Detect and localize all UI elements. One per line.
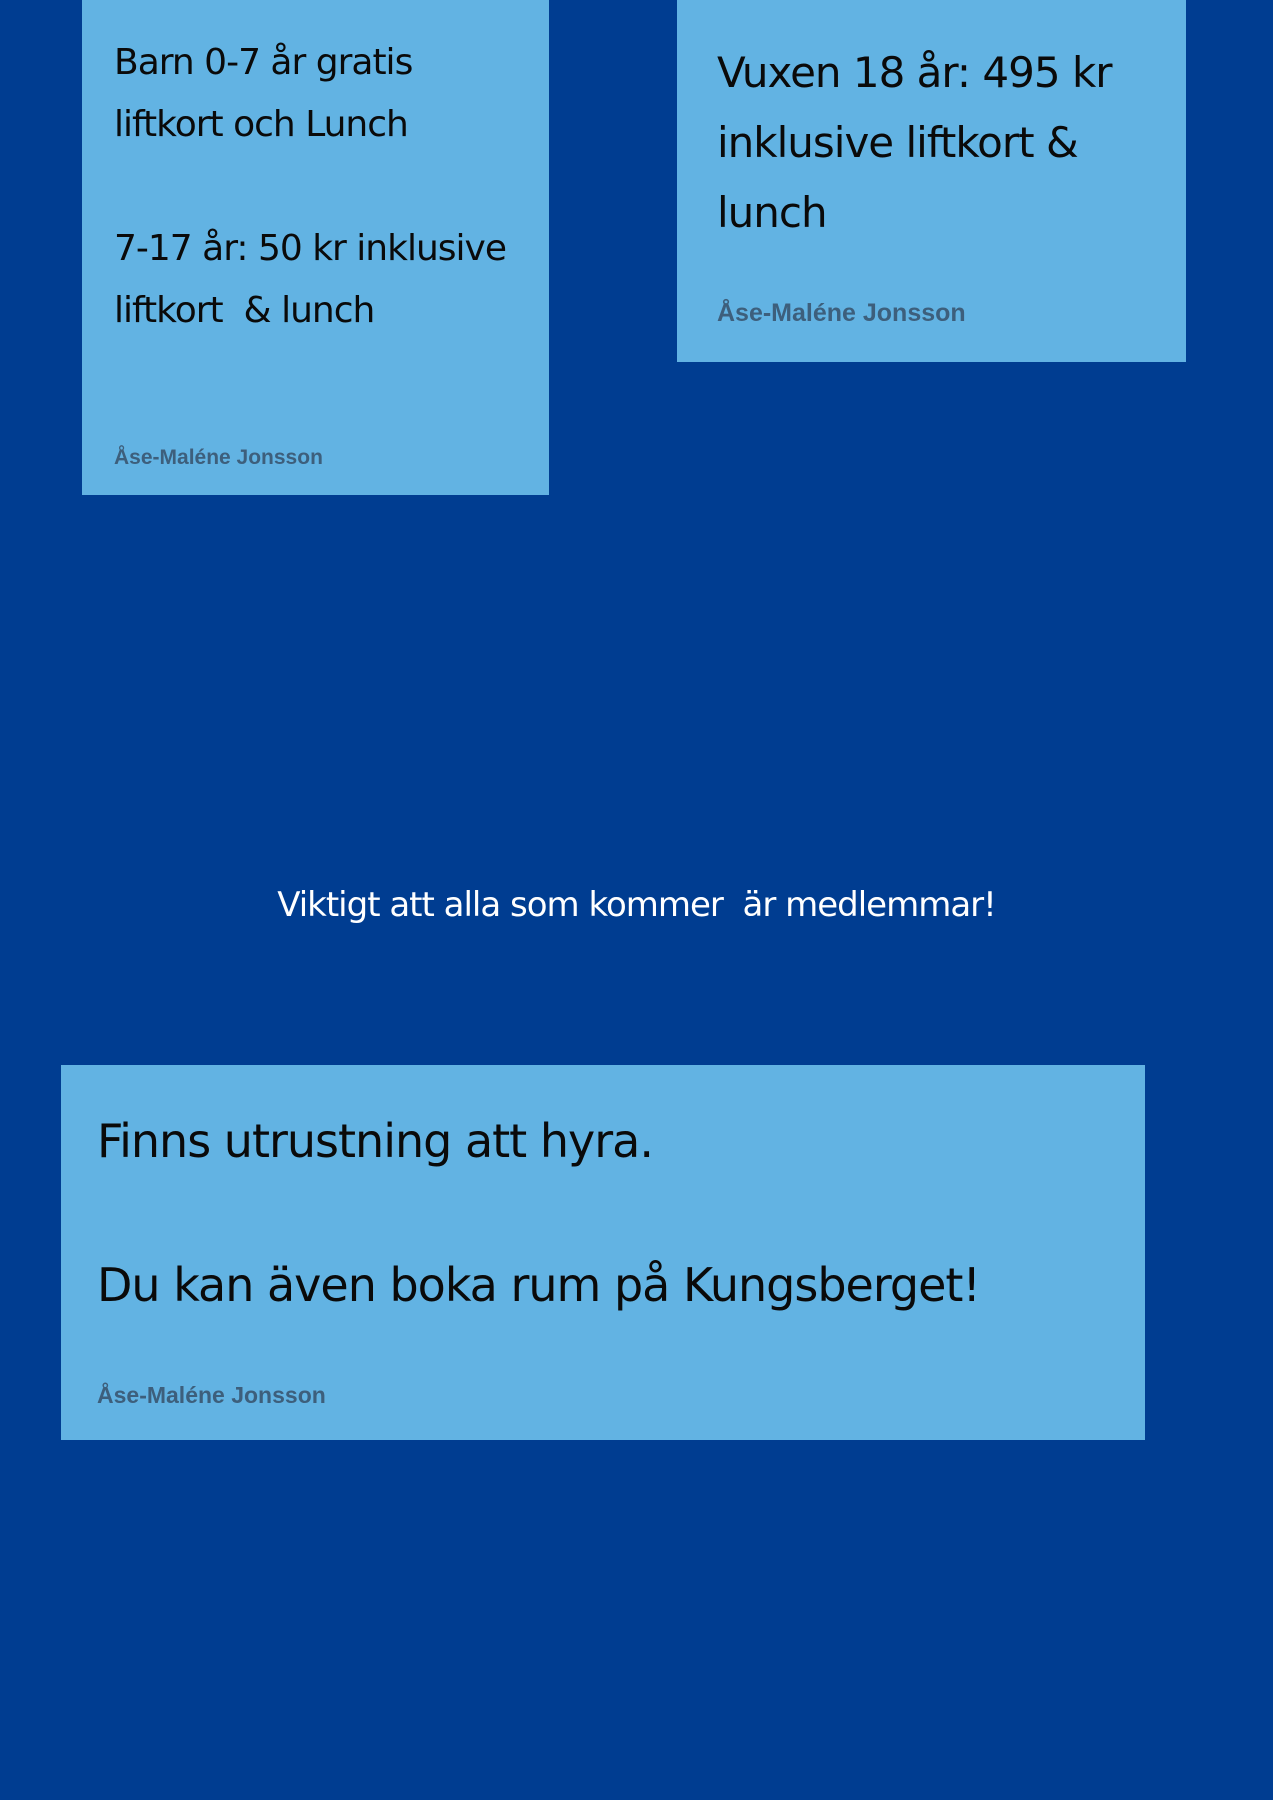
equipment-info-text: [97, 1105, 1097, 1321]
note-line: lunch: [717, 188, 827, 237]
note-line: Finns utrustning att hyra.: [97, 1114, 653, 1168]
note-author: Åse-Maléne Jonsson: [717, 299, 966, 327]
adult-price-note: [677, 0, 1186, 362]
children-price-text: [114, 32, 534, 342]
note-line: 7-17 år: 50 kr inklusive: [114, 228, 506, 269]
note-spacer: [97, 1177, 1097, 1249]
equipment-info-note: [61, 1065, 1145, 1440]
note-line: Du kan även boka rum på Kungsberget!: [97, 1258, 980, 1312]
note-line: inklusive liftkort &: [717, 118, 1078, 167]
note-line: liftkort och Lunch: [114, 104, 408, 145]
children-price-note: [82, 0, 549, 495]
note-author: Åse-Maléne Jonsson: [114, 446, 323, 469]
note-line: Vuxen 18 år: 495 kr: [717, 48, 1112, 97]
note-spacer: [114, 156, 534, 218]
note-line: liftkort & lunch: [114, 290, 375, 331]
membership-notice: Viktigt att alla som kommer är medlemmar!: [277, 885, 996, 925]
adult-price-text: [717, 38, 1167, 248]
note-line: Barn 0-7 år gratis: [114, 42, 413, 83]
note-author: Åse-Maléne Jonsson: [97, 1382, 326, 1408]
